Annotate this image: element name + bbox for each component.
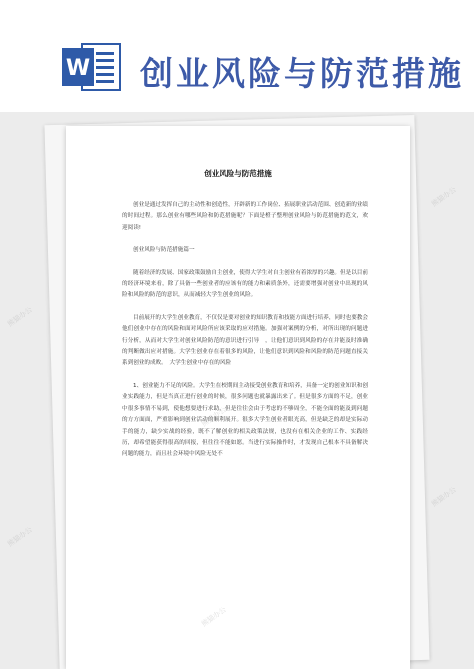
document-body (122, 200, 368, 472)
banner-title: 创业风险与防范措施 (140, 54, 464, 93)
watermark: 熊猫办公 (6, 525, 34, 549)
section-heading: 创业风险与防范措施篇一 (133, 247, 195, 254)
word-document-icon (60, 40, 124, 94)
svg-text:W: W (65, 56, 91, 81)
paragraph: 创业是通过发挥自己的主动性和创造性，开辟新的工作岗位、拓展职业活动范围、创造新的业绩的时间过程。那么创业有哪些风险和防范措施呢？下面是橙子整理创业风险与防范措施的范文，欢迎阅读! (122, 202, 368, 231)
paragraph: 1、创业能力不足的风险。大学生在校期间主动接受创业教育和培养，具备一定的创业知识和创业实践能力，但是当真正进行创业的时候，很多问题也就暴露出来了。但是很多方面的不足，创业中很多事情不易到，使他想要进行求助，但是往往会由于考虑的不够周全，不能全面的能及到问题的方方面面，严重影响到创业活动的顺利展开。很多大学生创业者眼光高，但是缺乏的却是实际动手的能力，缺少实战的经验，既不了解创业的相关政策法规，也没有在相关企业的工作、实践经历，却希望能获得很高的回报，但往往不能如愿。当进行实际操作时，才发现自己根本不具备解决问题的能力，而且社会环境中风险无处不 (122, 382, 368, 458)
header-banner (0, 0, 474, 112)
paragraph: 目前展开的大学生创业教育，不仅仅是要对创业的知识教育和技能方面进行培养，同时也要教会他们创业中存在的风险和面对风险所应该采取的应对措施。加强对案例的分析，对所出现的问题进行分析，从而对大学生对创业风险防范的意识进行引导 ，让他们意识到风险的存在并能及时准确的判断做出应对措施。大学生创业存在着很多的风险，让他们意识到风险和风险的防范问题直接关系到创业的成败。 大学生创业中存在的风险 (122, 314, 368, 367)
watermark: 熊猫办公 (430, 485, 458, 509)
paragraph: 随着经济的发展、国家政策鼓励自主创业，使得大学生对自主创业有着浓厚的兴趣。但是以目前的经济环境来看，除了具备一些创业者的应该有的能力和素质条外，还需要增强对创业中出现的风险和风险的防范的意识，从而减轻大学生创业的风险。 (122, 269, 368, 299)
watermark: 熊猫办公 (6, 305, 34, 329)
watermark: 熊猫办公 (200, 605, 228, 629)
document-page (66, 126, 410, 669)
watermark: 熊猫办公 (430, 185, 458, 209)
watermark: 熊猫办公 (200, 405, 228, 429)
document-preview (0, 112, 474, 669)
document-title: 创业风险与防范措施 (204, 169, 272, 178)
